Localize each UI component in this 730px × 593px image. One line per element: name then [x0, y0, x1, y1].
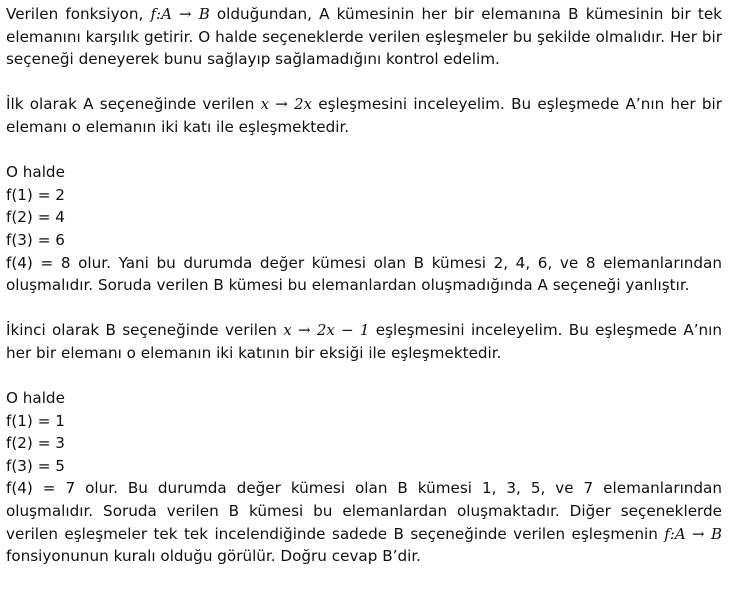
option-b-text-start: İkinci olarak B seçeneğinde verilen: [6, 321, 284, 340]
conclusion-text-end: fonsiyonunun kuralı olduğu görülür. Doğru cevap B’dir.: [6, 547, 421, 566]
option-b-conclusion: [6, 477, 722, 567]
intro-text-end: olduğundan, A kümesinin her bir elemanına B kümesinin bir tek elemanını karşılık getirir. O halde seçeneklerde verilen eşleşmeler bu şekilde olmalıdır. Her bir seçeneği deneyerek bunu sağlayıp sağlamadığını kontrol edelim.: [6, 5, 722, 69]
evaluation-line: f(3) = 5: [6, 456, 65, 475]
paragraph-spacer: [6, 139, 722, 162]
option-a-text-end: eşleşmesini inceleyelim. Bu eşleşmede A’nın her bir elemanı o elemanın iki katı ile eşleşmektedir.: [6, 95, 722, 136]
paragraph-spacer: [6, 297, 722, 320]
intro-paragraph: [6, 3, 722, 71]
option-b-paragraph: [6, 319, 722, 364]
evaluation-line: O halde: [6, 389, 65, 408]
solution-document: [6, 3, 722, 568]
function-notation: f:A → B: [664, 524, 722, 543]
option-b-mapping: x → 2x − 1: [283, 321, 370, 340]
evaluation-line: f(1) = 1: [6, 411, 65, 430]
option-a-conclusion: f(4) = 8 olur. Yani bu durumda değer kümesi olan B kümesi 2, 4, 6, ve 8 elemanlarından oluşmalıdır. Soruda verilen B kümesi bu elemanlardan oluşmadığında A seçeneği yanlıştır.: [6, 253, 722, 295]
evaluation-line: f(2) = 3: [6, 434, 65, 453]
option-a-text-start: İlk olarak A seçeneğinde verilen: [6, 95, 261, 114]
option-a-evaluation: [6, 161, 722, 297]
intro-text-start: Verilen fonksiyon,: [6, 5, 151, 23]
function-notation: f:A → B: [150, 5, 210, 23]
evaluation-line: f(1) = 2: [6, 185, 65, 204]
paragraph-spacer: [6, 365, 722, 388]
evaluation-line: O halde: [6, 163, 65, 182]
evaluation-line: f(3) = 6: [6, 230, 65, 249]
evaluation-line: f(2) = 4: [6, 208, 65, 227]
option-b-text-end: eşleşmesini inceleyelim. Bu eşleşmede A’nın her bir elemanı o elemanın iki katının bir eksiği ile eşleşmektedir.: [6, 321, 723, 362]
conclusion-text-start: f(4) = 7 olur. Bu durumda değer kümesi olan B kümesi 1, 3, 5, ve 7 elemanlarından oluşmalıdır. Soruda verilen B kümesi bu elemanlardan oluşmaktadır. Diğer seçeneklerde verilen eşleşmeler tek tek incelendiğinde sadede B seçeneğinde verilen eşleşmenin: [6, 479, 722, 543]
paragraph-spacer: [6, 71, 722, 94]
option-a-mapping: x → 2x: [260, 95, 313, 114]
option-b-evaluation: [6, 387, 722, 568]
option-a-paragraph: [6, 93, 722, 138]
